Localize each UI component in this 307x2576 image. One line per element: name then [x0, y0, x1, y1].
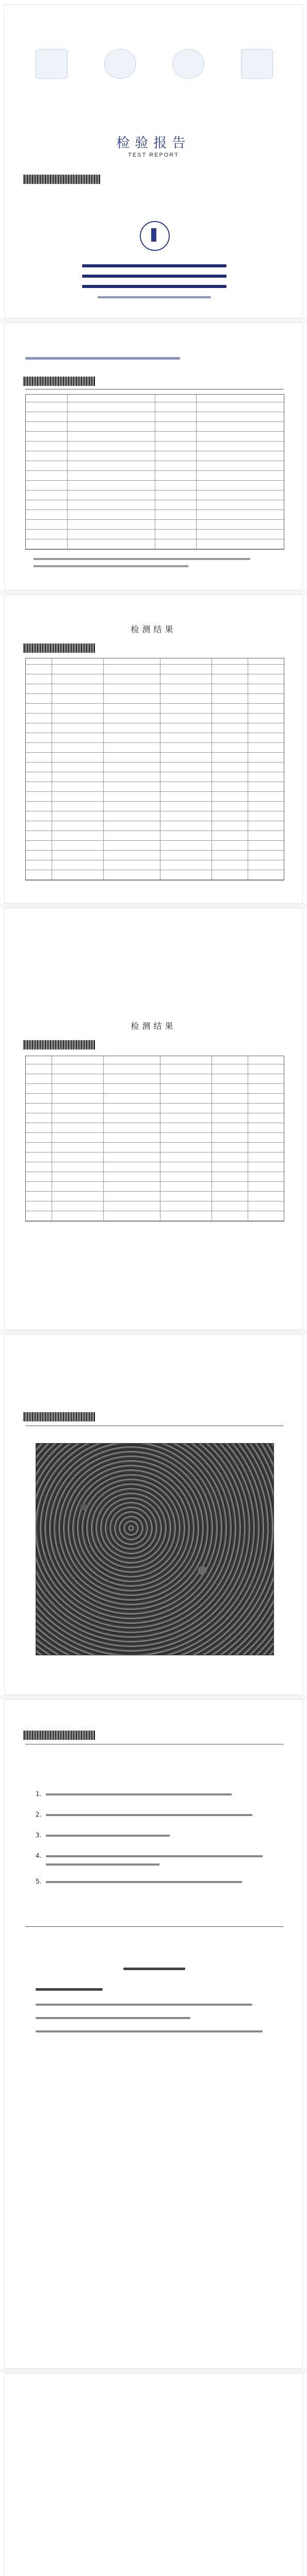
report-barcode: [23, 175, 101, 184]
cal-logo: [241, 49, 273, 79]
notice-item-number: 3.: [36, 1832, 42, 1839]
page-separator: [0, 1695, 307, 1699]
notice-item-line: [46, 1814, 252, 1816]
notice-item-line: [46, 1881, 242, 1883]
page-separator: [0, 904, 307, 908]
contact-line: [36, 1988, 103, 1991]
results-table: [25, 1056, 284, 1222]
notice-item-line: [46, 1863, 159, 1866]
notice-item-line: [46, 1855, 263, 1857]
contact-heading-line: [123, 1968, 185, 1970]
results-title: 检测结果: [131, 624, 176, 634]
results-page-2: [4, 908, 303, 1330]
page-separator: [0, 2369, 307, 2373]
notice-item-number: 2.: [36, 1811, 42, 1818]
page-separator: [0, 318, 307, 323]
cover-page: [4, 4, 303, 318]
report-barcode: [23, 1412, 95, 1421]
sample-photo: [36, 1443, 274, 1655]
cnas-logo: [172, 49, 204, 79]
report-header-line: [25, 357, 180, 360]
report-barcode: [23, 643, 95, 653]
report-barcode: [23, 1040, 95, 1049]
institute-emblem-icon: [140, 221, 170, 251]
notice-item-line: [46, 1793, 232, 1795]
institute-intro-page: [4, 2373, 303, 2576]
center-name-line: [82, 264, 227, 267]
page-separator: [0, 1330, 307, 1334]
contact-line: [36, 2030, 263, 2032]
center-name-line: [82, 275, 227, 278]
contact-line: [36, 2017, 190, 2019]
center-name-line: [82, 285, 227, 288]
notice-item-number: 5.: [36, 1878, 42, 1885]
notice-item-line: [46, 1835, 170, 1837]
report-barcode: [23, 1731, 95, 1740]
report-info-page: [4, 323, 303, 590]
report-barcode: [23, 377, 95, 386]
section-rule: [25, 1926, 283, 1927]
results-page-1: [4, 595, 303, 904]
notice-item-number: 4.: [36, 1852, 42, 1859]
sample-info-table: [25, 394, 284, 550]
report-title: 检验报告: [116, 135, 191, 151]
page-separator: [0, 590, 307, 595]
conclusion-line: [34, 558, 250, 560]
accreditation-logos: [36, 49, 273, 80]
cma-logo: [36, 49, 68, 79]
conclusion-line: [34, 565, 188, 567]
center-name-en-line: [98, 296, 211, 298]
report-subtitle: TEST REPORT: [128, 152, 179, 158]
ilac-logo: [104, 49, 136, 79]
notice-page: [4, 1699, 303, 2369]
results-title: 检测结果: [131, 1021, 176, 1031]
notice-item-number: 1.: [36, 1790, 42, 1798]
sample-photo-page: [4, 1334, 303, 1695]
contact-line: [36, 2004, 252, 2006]
results-table: [25, 658, 284, 880]
